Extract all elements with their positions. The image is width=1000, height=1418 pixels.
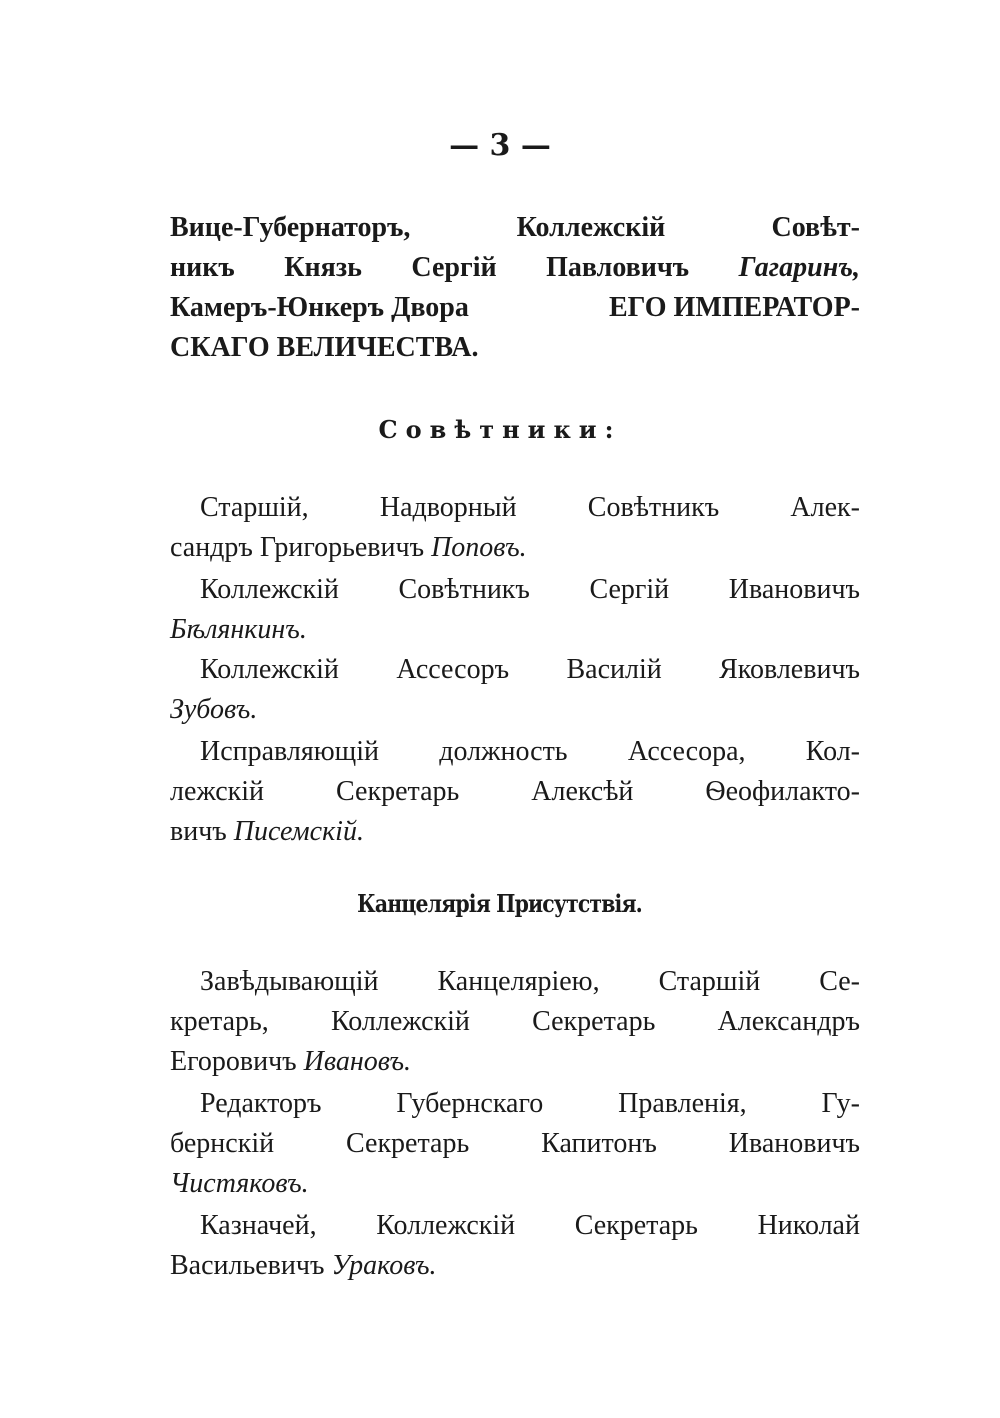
word: Совѣт-: [771, 212, 860, 243]
word: Секретарь: [336, 776, 460, 807]
word: Секретарь: [574, 1210, 698, 1241]
word: Гу-: [821, 1088, 860, 1119]
word: Ассесора,: [627, 736, 746, 767]
word: Коллежскій: [200, 574, 339, 605]
councillor-1-line-1: [170, 488, 860, 528]
word: Канцеляріею,: [437, 966, 600, 997]
word: Старшій: [658, 966, 761, 997]
word: Ѳеофилакто-: [705, 776, 860, 807]
word: Егоровичъ: [170, 1046, 297, 1077]
word: Сергій: [411, 252, 497, 283]
word: Капитонъ: [541, 1128, 657, 1159]
word: Коллежскій: [200, 654, 339, 685]
chancery-3-line-1: [170, 1206, 860, 1246]
word: Коллежскій: [331, 1006, 470, 1037]
councillors-heading: Совѣтники:: [378, 415, 622, 444]
councillor-4-line-1: [170, 732, 860, 772]
word: Завѣдывающій: [200, 966, 379, 997]
word: Николай: [757, 1210, 860, 1241]
word: Коллежскій: [516, 212, 666, 243]
word: Совѣтникъ: [398, 574, 530, 605]
word: бернскій: [170, 1128, 275, 1159]
page-number: — 3 —: [449, 128, 551, 163]
word: Сергій: [589, 574, 670, 605]
surname: Бѣлянкинъ.: [170, 614, 307, 645]
chancery-2-line-3: [170, 1164, 860, 1204]
word: Се-: [819, 966, 860, 997]
word: должность: [439, 736, 568, 767]
councillor-3-line-2: [170, 690, 860, 730]
chancery-3-line-2: [170, 1246, 860, 1286]
chancery-2-line-2: [170, 1124, 860, 1164]
councillor-2-line-1: [170, 570, 860, 610]
councillor-2-line-2: [170, 610, 860, 650]
governor-line-3: [170, 288, 860, 328]
councillor-3-line-1: [170, 650, 860, 690]
councillor-1-line-2: [170, 528, 860, 568]
word: Ивановичъ: [728, 574, 860, 605]
word: Губернскаго: [396, 1088, 544, 1119]
word: Алек-: [790, 492, 860, 523]
chancery-1-line-2: [170, 1002, 860, 1042]
word: Кол-: [805, 736, 860, 767]
phrase: сандръ Григорьевичъ: [170, 532, 425, 563]
chancery-heading-text: Канцелярія Присутствія.: [357, 889, 643, 918]
surname: Ивановъ.: [303, 1046, 412, 1077]
word: Васильевичъ: [170, 1250, 325, 1281]
governor-line-2: [170, 248, 860, 288]
word: Павловичъ: [546, 252, 690, 283]
chancery-1-line-1: [170, 962, 860, 1002]
phrase: Камеръ-Юнкеръ Двора: [170, 292, 469, 323]
word: вичъ: [170, 816, 227, 847]
phrase: ЕГО ИМПЕРАТОР-: [608, 292, 860, 323]
word: Коллежскій: [376, 1210, 516, 1241]
chancery-heading: [0, 886, 1000, 922]
surname: Зубовъ.: [170, 694, 258, 725]
word: Совѣтникъ: [587, 492, 720, 523]
word: Александръ: [717, 1006, 860, 1037]
word: Алексѣй: [531, 776, 634, 807]
word: кретарь,: [170, 1006, 269, 1037]
word: Ассесоръ: [396, 654, 510, 685]
councillor-4-line-3: [170, 812, 860, 852]
word: Секретарь: [532, 1006, 656, 1037]
word: Вице-Губернаторъ,: [170, 212, 411, 243]
surname: Гагаринъ,: [738, 252, 860, 283]
surname: Поповъ.: [431, 532, 527, 563]
chancery-1-line-3: [170, 1042, 860, 1082]
word: Надворный: [379, 492, 517, 523]
word: Казначей,: [200, 1210, 317, 1241]
word: Яковлевичъ: [719, 654, 860, 685]
councillor-4-line-2: [170, 772, 860, 812]
word: Секретарь: [346, 1128, 470, 1159]
word: Князь: [284, 252, 362, 283]
word: Старшій,: [200, 492, 309, 523]
chancery-2-line-1: [170, 1084, 860, 1124]
surname: Писемскій.: [233, 816, 364, 847]
word: Правленія,: [618, 1088, 747, 1119]
word: лежскій: [170, 776, 265, 807]
word: Василій: [566, 654, 662, 685]
surname: Ураковъ.: [331, 1250, 437, 1281]
word: Ивановичъ: [728, 1128, 860, 1159]
governor-line-1: [170, 208, 860, 248]
word: Исправляющій: [200, 736, 380, 767]
word: никъ: [170, 252, 235, 283]
surname: Чистяковъ.: [170, 1168, 309, 1199]
word: Редакторъ: [200, 1088, 322, 1119]
governor-line-4: СКАГО ВЕЛИЧЕСТВА.: [170, 332, 479, 363]
